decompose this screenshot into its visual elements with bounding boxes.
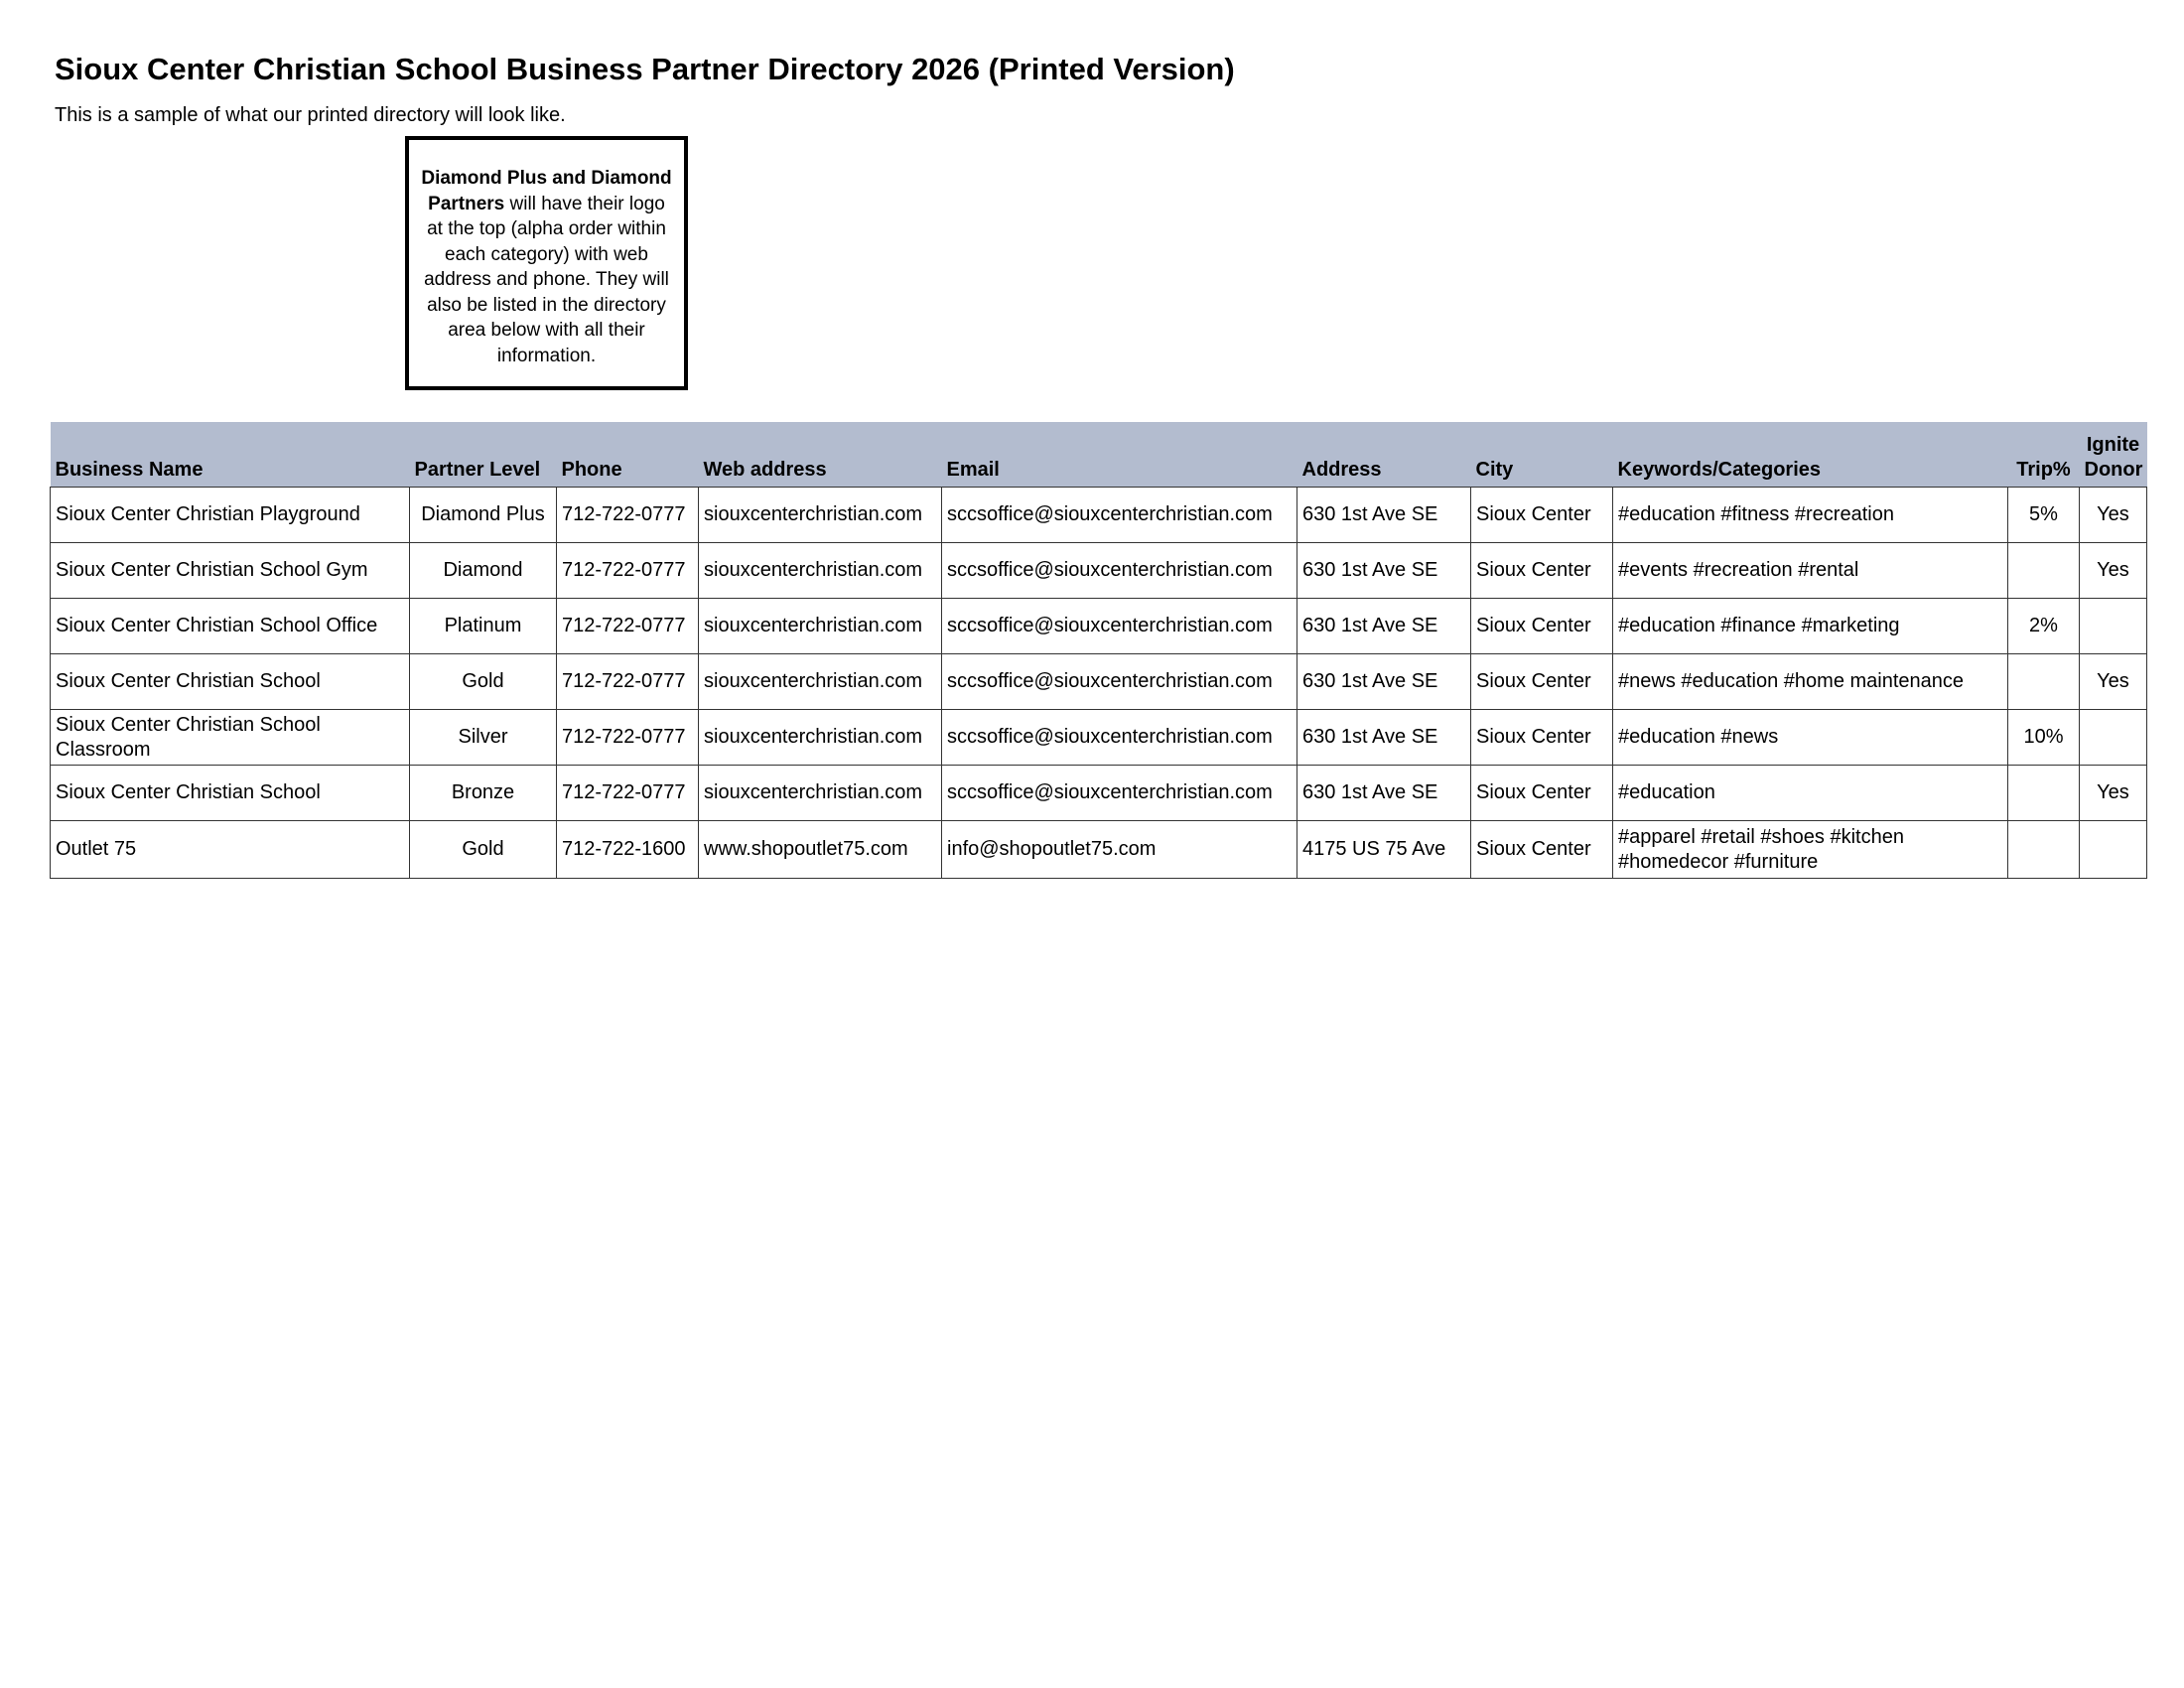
header-partner-level: Partner Level: [410, 423, 557, 488]
cell-city: Sioux Center: [1471, 766, 1613, 821]
cell-address: 630 1st Ave SE: [1297, 543, 1471, 599]
cell-web-address: www.shopoutlet75.com: [699, 821, 942, 879]
table-row: [51, 488, 2147, 543]
table-row: [51, 821, 2147, 879]
cell-address: 630 1st Ave SE: [1297, 710, 1471, 766]
cell-business-name: Sioux Center Christian Playground: [51, 488, 410, 543]
partner-directory-table: [50, 422, 2147, 879]
cell-keywords: #events #recreation #rental: [1613, 543, 2008, 599]
cell-phone: 712-722-0777: [557, 710, 699, 766]
cell-partner-level: Gold: [410, 821, 557, 879]
cell-address: 630 1st Ave SE: [1297, 488, 1471, 543]
cell-phone: 712-722-0777: [557, 488, 699, 543]
header-ignite-line1: Ignite: [2086, 434, 2140, 456]
cell-keywords: #apparel #retail #shoes #kitchen #homedecor #furniture: [1613, 821, 2008, 879]
cell-partner-level: Platinum: [410, 599, 557, 654]
page-title: Sioux Center Christian School Business Partner Directory 2026 (Printed Version): [55, 52, 1235, 86]
header-email: Email: [942, 423, 1297, 488]
diamond-partner-note: [405, 136, 688, 390]
cell-email: info@shopoutlet75.com: [942, 821, 1297, 879]
table-row: [51, 543, 2147, 599]
cell-partner-level: Silver: [410, 710, 557, 766]
cell-web-address: siouxcenterchristian.com: [699, 654, 942, 710]
cell-city: Sioux Center: [1471, 599, 1613, 654]
cell-city: Sioux Center: [1471, 488, 1613, 543]
table-row: [51, 710, 2147, 766]
cell-trip: 5%: [2008, 488, 2080, 543]
note-text: will have their logo at the top (alpha order within each category) with web address and phone. They will also be listed in the directory area below with all their information.: [424, 193, 669, 366]
cell-phone: 712-722-0777: [557, 599, 699, 654]
cell-keywords: #education: [1613, 766, 2008, 821]
cell-business-name: Sioux Center Christian School Classroom: [51, 710, 410, 766]
cell-trip: [2008, 654, 2080, 710]
header-city: City: [1471, 423, 1613, 488]
cell-keywords: #education #fitness #recreation: [1613, 488, 2008, 543]
header-ignite-donor: [2080, 423, 2147, 488]
cell-email: sccsoffice@siouxcenterchristian.com: [942, 710, 1297, 766]
cell-phone: 712-722-0777: [557, 766, 699, 821]
cell-city: Sioux Center: [1471, 543, 1613, 599]
cell-keywords: #education #finance #marketing: [1613, 599, 2008, 654]
cell-email: sccsoffice@siouxcenterchristian.com: [942, 599, 1297, 654]
cell-ignite-donor: Yes: [2080, 543, 2147, 599]
cell-ignite-donor: Yes: [2080, 654, 2147, 710]
cell-web-address: siouxcenterchristian.com: [699, 710, 942, 766]
cell-email: sccsoffice@siouxcenterchristian.com: [942, 488, 1297, 543]
cell-trip: [2008, 821, 2080, 879]
cell-phone: 712-722-1600: [557, 821, 699, 879]
cell-web-address: siouxcenterchristian.com: [699, 599, 942, 654]
cell-ignite-donor: [2080, 710, 2147, 766]
cell-business-name: Outlet 75: [51, 821, 410, 879]
page-subtitle: This is a sample of what our printed directory will look like.: [55, 104, 566, 126]
cell-web-address: siouxcenterchristian.com: [699, 766, 942, 821]
cell-business-name: Sioux Center Christian School: [51, 654, 410, 710]
cell-partner-level: Bronze: [410, 766, 557, 821]
cell-partner-level: Gold: [410, 654, 557, 710]
cell-city: Sioux Center: [1471, 654, 1613, 710]
cell-trip: 10%: [2008, 710, 2080, 766]
cell-phone: 712-722-0777: [557, 543, 699, 599]
header-trip: Trip%: [2008, 423, 2080, 488]
cell-city: Sioux Center: [1471, 821, 1613, 879]
header-address: Address: [1297, 423, 1471, 488]
cell-email: sccsoffice@siouxcenterchristian.com: [942, 654, 1297, 710]
cell-phone: 712-722-0777: [557, 654, 699, 710]
cell-partner-level: Diamond: [410, 543, 557, 599]
cell-city: Sioux Center: [1471, 710, 1613, 766]
cell-ignite-donor: [2080, 821, 2147, 879]
table-header-row: [51, 423, 2147, 488]
cell-trip: [2008, 543, 2080, 599]
cell-keywords: #news #education #home maintenance: [1613, 654, 2008, 710]
cell-trip: 2%: [2008, 599, 2080, 654]
table-row: [51, 654, 2147, 710]
note-bold-text: Diamond Plus and Diamond Partners: [421, 168, 672, 214]
cell-ignite-donor: Yes: [2080, 766, 2147, 821]
header-keywords: Keywords/Categories: [1613, 423, 2008, 488]
cell-address: 4175 US 75 Ave: [1297, 821, 1471, 879]
table-row: [51, 599, 2147, 654]
cell-trip: [2008, 766, 2080, 821]
cell-email: sccsoffice@siouxcenterchristian.com: [942, 543, 1297, 599]
header-business-name: Business Name: [51, 423, 410, 488]
header-ignite-line2: Donor: [2084, 459, 2143, 481]
cell-web-address: siouxcenterchristian.com: [699, 488, 942, 543]
header-web-address: Web address: [699, 423, 942, 488]
cell-web-address: siouxcenterchristian.com: [699, 543, 942, 599]
cell-address: 630 1st Ave SE: [1297, 599, 1471, 654]
cell-keywords: #education #news: [1613, 710, 2008, 766]
cell-business-name: Sioux Center Christian School Gym: [51, 543, 410, 599]
cell-partner-level: Diamond Plus: [410, 488, 557, 543]
cell-business-name: Sioux Center Christian School Office: [51, 599, 410, 654]
header-phone: Phone: [557, 423, 699, 488]
cell-email: sccsoffice@siouxcenterchristian.com: [942, 766, 1297, 821]
cell-address: 630 1st Ave SE: [1297, 766, 1471, 821]
cell-ignite-donor: Yes: [2080, 488, 2147, 543]
cell-address: 630 1st Ave SE: [1297, 654, 1471, 710]
cell-ignite-donor: [2080, 599, 2147, 654]
table-row: [51, 766, 2147, 821]
cell-business-name: Sioux Center Christian School: [51, 766, 410, 821]
